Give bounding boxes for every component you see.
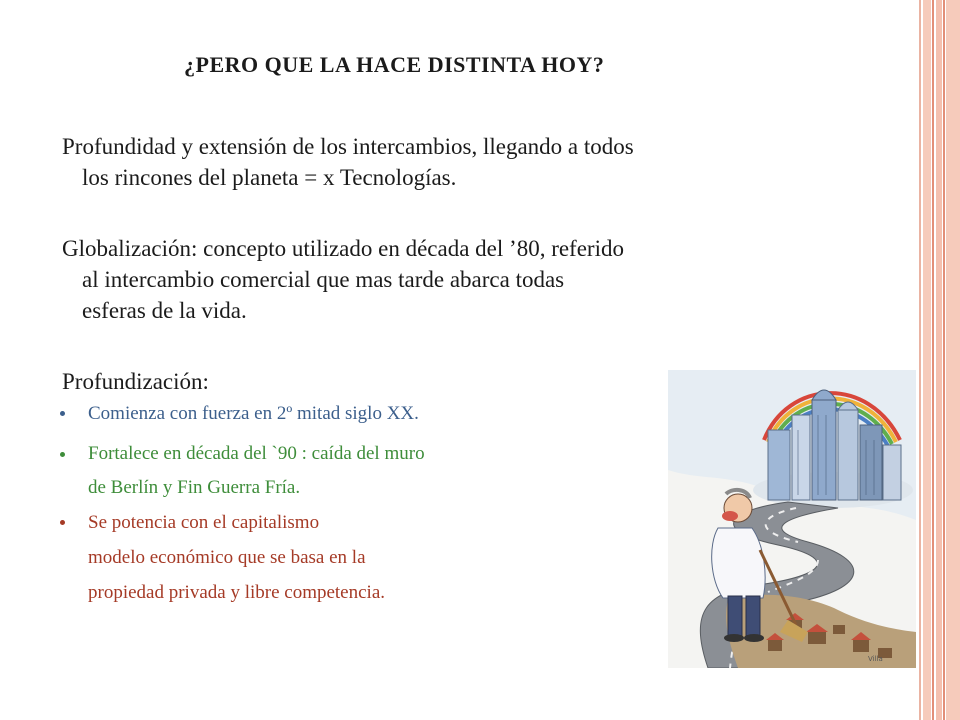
artist-signature: Villa <box>868 655 883 663</box>
bullet-3-dot <box>60 520 65 525</box>
bullet-3-line-1: Se potencia con el capitalismo <box>88 512 320 533</box>
right-border-line-2 <box>932 0 934 720</box>
paragraph-1-line-1: Profundidad y extensión de los intercambios, llegando a todos <box>62 134 634 159</box>
globalization-city-cartoon-icon <box>668 370 916 668</box>
bullet-2-dot <box>60 452 65 457</box>
bullet-3-line-3: propiedad privada y libre competencia. <box>88 582 386 603</box>
bullet-2-line-1: Fortalece en década del `90 : caída del muro <box>88 443 425 464</box>
slide-title: ¿PERO QUE LA HACE DISTINTA HOY? <box>184 52 605 77</box>
paragraph-2-line-3: esferas de la vida. <box>82 298 247 323</box>
paragraph-2-line-1: Globalización: concepto utilizado en década del ’80, referido <box>62 236 624 261</box>
bullet-3-line-2: modelo económico que se basa en la <box>88 547 366 568</box>
right-border-stripe-1 <box>923 0 931 720</box>
bullet-2-line-2: de Berlín y Fin Guerra Fría. <box>88 477 301 498</box>
right-border-line-3 <box>943 0 945 720</box>
right-border-stripe-3 <box>946 0 960 720</box>
right-border-line <box>919 0 921 720</box>
paragraph-1-line-2: los rincones del planeta = x Tecnologías. <box>82 165 457 190</box>
bullet-1-dot <box>60 411 65 416</box>
paragraph-2-line-2: al intercambio comercial que mas tarde abarca todas <box>82 267 565 292</box>
subheading: Profundización: <box>62 369 209 394</box>
bullet-1-line-1: Comienza con fuerza en 2º mitad siglo XX. <box>88 403 419 424</box>
right-border-stripe-2 <box>936 0 942 720</box>
